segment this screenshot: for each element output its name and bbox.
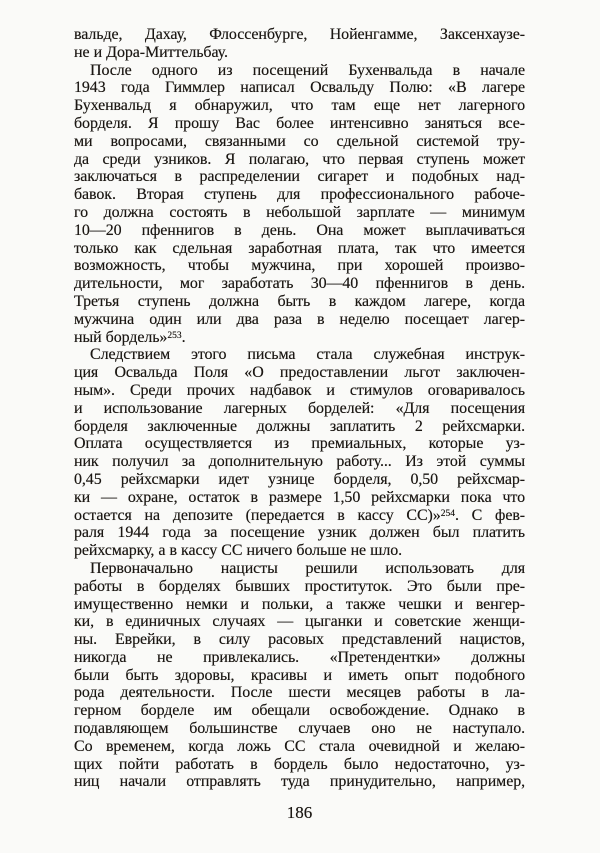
text-line: ция Освальда Поля «О предоставлении льгот заключен-	[74, 364, 525, 382]
text-line: ны. Еврейки, в силу расовых представлений нацистов,	[74, 631, 525, 649]
text-line: Следствием этого письма стала служебная инструк-	[90, 346, 525, 364]
text-line: никогда не привлекались. «Претендентки» должны	[74, 648, 525, 666]
text-line: Третья ступень должна быть в каждом лагере, когда	[74, 292, 525, 310]
text-line: ным». Среди прочих надбавок и стимулов оговаривалось	[74, 381, 525, 399]
text-line: 10—20 пфеннигов в день. Она может выплачиваться	[74, 221, 525, 239]
text-line: ный бордель»$^{253}$.	[74, 328, 186, 346]
text-line: остается на депозите (передается в кассу СС)»$^{254}$. С фев-	[74, 506, 526, 524]
text-line: ник получил за дополнительную работу... Из этой суммы	[74, 453, 525, 471]
text-line: ки — охране, остаток в размере 1,50 рейхсмарки пока что	[74, 488, 525, 506]
text-line: Со временем, когда ложь СС стала очевидной и желаю-	[74, 737, 525, 755]
text-line: и использование лагерных борделей: «Для посещения	[74, 399, 525, 417]
text-line: работы в борделях бывших проституток. Это были пре-	[74, 577, 525, 595]
paragraph	[74, 26, 525, 62]
footnote-reference: 253	[167, 330, 182, 341]
footnote-reference: 254	[440, 508, 455, 519]
text-line: ниц начали отправлять туда принудительно, например,	[74, 773, 525, 791]
text-line: щих пойти работать в бордель было недостаточно, уз-	[74, 755, 525, 773]
text-line: да среди узников. Я полагаю, что первая ступень может	[74, 150, 525, 168]
text-line: ки, в единичных случаях — цыганки и советские женщи-	[74, 613, 525, 631]
text-line: 0,45 рейхсмарки идет узнице борделя, 0,50 рейхсмар-	[74, 470, 525, 488]
text-line: только как сдельная заработная плата, так что имеется	[74, 239, 525, 257]
text-line: мужчина один или два раза в неделю посещает лагер-	[74, 310, 525, 328]
text-line: ми вопросами, связанными со сдельной системой тру-	[74, 132, 525, 150]
text-line: не и Дора-Миттельбау.	[74, 43, 228, 61]
text-line: Оплата осуществляется из премиальных, которые уз-	[74, 435, 525, 453]
text-line: возможность, чтобы мужчина, при хорошей произво-	[74, 257, 525, 275]
text-line: Первоначально нацисты решили использовать для	[90, 559, 525, 577]
text-line: Бухенвальд я обнаружил, что там еще нет лагерного	[74, 97, 525, 115]
text-line: борделя. Я прошу Вас более интенсивно заняться все-	[74, 114, 525, 132]
text-line: подавляющем большинстве случаев оно не наступало.	[74, 720, 525, 738]
page-number: 186	[286, 803, 313, 822]
paragraph	[74, 62, 525, 347]
text-line: заключаться в распределении сигарет и подобных над-	[74, 168, 525, 186]
text-line: бавок. Вторая ступень для профессионального рабоче-	[74, 186, 525, 204]
text-line: рейхсмарку, а в кассу СС ничего больше не шло.	[74, 542, 403, 560]
text-line: го должна состоять в небольшой зарплате — минимум	[74, 203, 525, 221]
text-line: После одного из посещений Бухенвальда в начале	[90, 61, 525, 79]
text-block	[74, 26, 525, 791]
text-line: были быть здоровы, красивы и иметь опыт подобного	[74, 666, 525, 684]
text-line: имущественно немки и польки, а также чешки и венгер-	[74, 595, 525, 613]
text-line: 1943 года Гиммлер написал Освальду Полю: «В лагере	[74, 79, 525, 97]
paragraph	[74, 346, 525, 560]
text-line: вальде, Дахау, Флоссенбурге, Нойенгамме, Заксенхаузе-	[74, 26, 525, 43]
text-line: дительности, мог заработать 30—40 пфеннигов в день.	[74, 275, 525, 293]
text-line: рода деятельности. После шести месяцев работы в ла-	[74, 684, 525, 702]
text-line: борделя заключенные должны заплатить 2 рейхсмарки.	[74, 417, 525, 435]
text-line: герном борделе им обещали освобождение. Однако в	[74, 702, 525, 720]
text-line: раля 1944 года за посещение узник должен был платить	[74, 524, 525, 542]
paragraph	[74, 560, 525, 791]
